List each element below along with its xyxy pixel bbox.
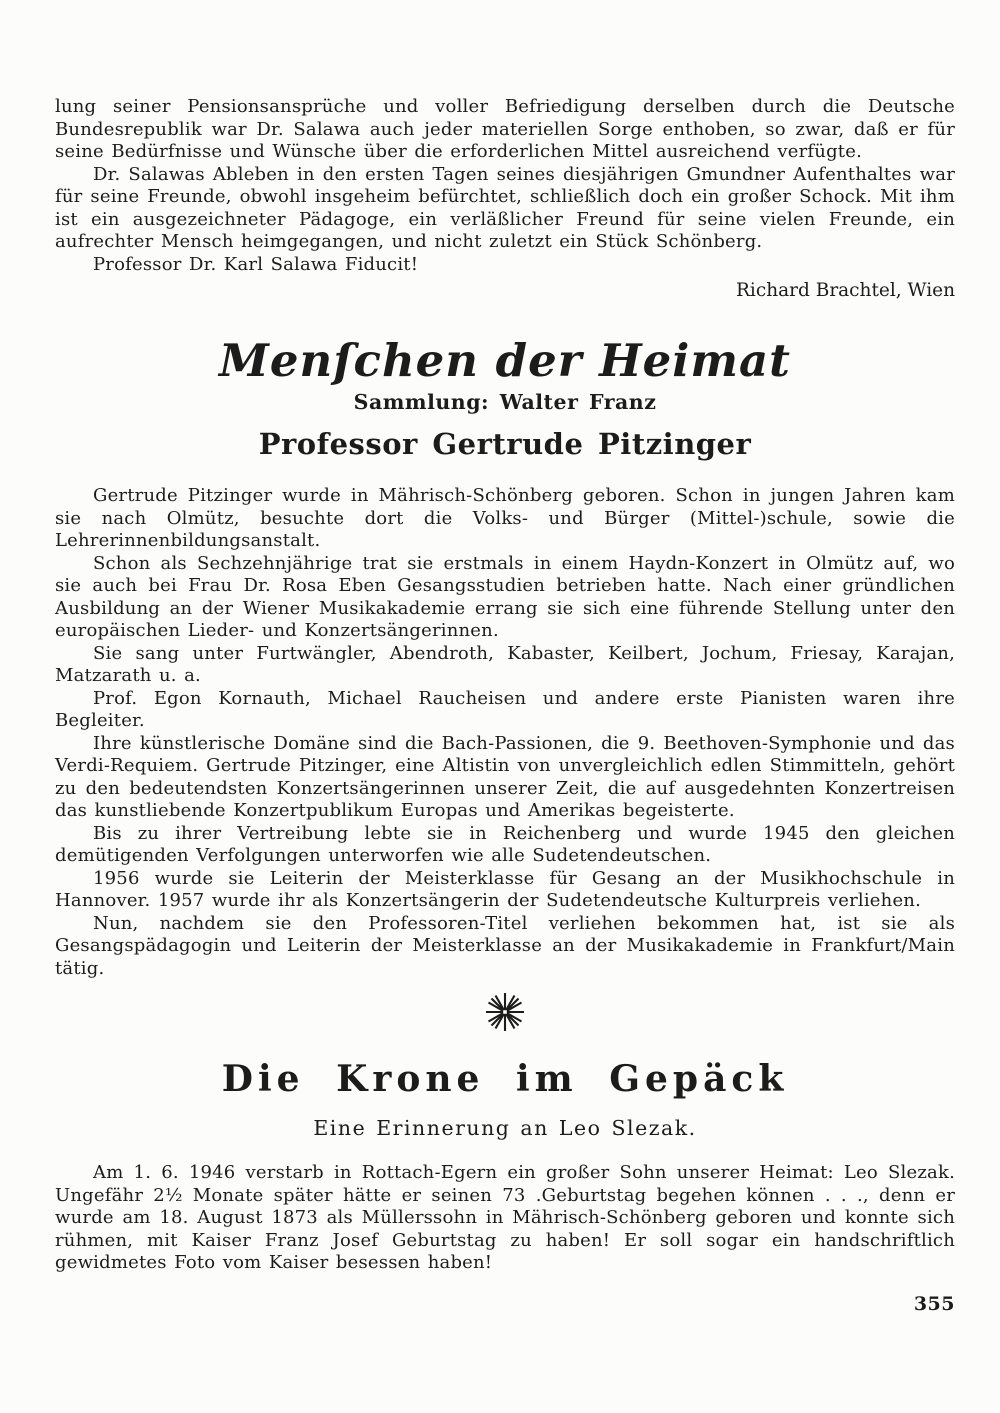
paragraph: 1956 wurde sie Leiterin der Meisterklasse für Gesang an der Musikhochschule in Hannover. 1957 wurde ihr als Konzertsängerin der Sudetendeutsche Kulturpreis verliehen. [55, 867, 955, 911]
section-divider [55, 989, 955, 1035]
paragraph: Dr. Salawas Ableben in den ersten Tagen seines diesjährigen Gmundner Aufenthaltes war für seine Freunde, obwohl insgeheim befürchtet, schließlich doch ein großer Schock. Mit ihm ist ein ausgezeichneter Pädagoge, ein verläßlicher Freund für seine vielen Freunde, ein aufrechter Mensch heimgegangen, und nicht zuletzt ein Stück Schönberg. [55, 163, 955, 252]
paragraph: Ihre künstlerische Domäne sind die Bach-Passionen, die 9. Beethoven-Symphonie und das Verdi-Requiem. Gertrude Pitzinger, eine Altistin von unvergleichlich edlen Stimmitteln, gehört zu den bedeutendsten Konzertsängerinnen unserer Zeit, die auf ausgedehnten Konzertreisen das kunstliebende Konzertpublikum Europas und Amerikas begeisterte. [55, 732, 955, 821]
article-subtitle-krone: Eine Erinnerung an Leo Slezak. [313, 1116, 697, 1140]
paragraph: Gertrude Pitzinger wurde in Mährisch-Schönberg geboren. Schon in jungen Jahren kam sie nach Olmütz, besuchte dort die Volks- und Bürger (Mittel-)schule, sowie die Lehrerinnenbildungsanstalt. [55, 485, 955, 551]
paragraph: Professor Dr. Karl Salawa Fiducit! [93, 253, 419, 275]
salawa-obituary-article [55, 96, 955, 302]
author-signature: Richard Brachtel, Wien [736, 280, 955, 301]
text-column [55, 0, 955, 1315]
page-number: 355 [913, 1292, 955, 1315]
paragraph: Prof. Egon Kornauth, Michael Raucheisen und andere erste Pianisten waren ihre Begleiter. [55, 687, 955, 731]
article-title-krone: Die Krone im Gepäck [221, 1058, 789, 1100]
paragraph: Sie sang unter Furtwängler, Abendroth, Kabaster, Keilbert, Jochum, Friesay, Karajan, Matzarath u. a. [55, 642, 955, 686]
section-header-menschen-der-heimat [55, 336, 955, 415]
paragraph: Bis zu ihrer Vertreibung lebte sie in Reichenberg und wurde 1945 den gleichen demütigenden Verfolgungen unterworfen wie alle Sudetendeutschen. [55, 822, 955, 866]
paragraph: Schon als Sechzehnjährige trat sie erstmals in einem Haydn-Konzert in Olmütz auf, wo sie auch bei Frau Dr. Rosa Eben Gesangsstudien betrieben hatte. Nach einer gründlichen Ausbildung an der Wiener Musikakademie errang sie sich eine führende Stellung unter den europäischen Lieder- und Konzertsängerinnen. [55, 552, 955, 641]
paragraph: lung seiner Pensionsansprüche und voller Befriedigung derselben durch die Deutsche Bundesrepublik war Dr. Salawa auch jeder materiellen Sorge enthoben, so zwar, daß er für seine Bedürfnisse und Wünsche über die erforderlichen Mittel ausreichend verfügte. [55, 96, 955, 162]
pitzinger-article [55, 428, 955, 980]
section-title: Menſchen der Heimat [219, 334, 791, 387]
krone-article [55, 1059, 955, 1275]
spacer [55, 461, 955, 485]
paragraph: Nun, nachdem sie den Professoren-Titel verliehen bekommen hat, ist sie als Gesangspädagogin und Leiterin der Meisterklasse an der Musikakademie in Frankfurt/Main tätig. [55, 912, 955, 979]
twelve-ray-star-icon [482, 1020, 528, 1039]
paragraph: Am 1. 6. 1946 verstarb in Rottach-Egern ein großer Sohn unserer Heimat: Leo Slezak. Ungefähr 2½ Monate später hätte er seinen 73 .Geburtstag begehen können . . ., denn er wurde am 18. August 1873 als Müllerssohn in Mährisch-Schönberg geboren und konnte sich rühmen, mit Kaiser Franz Josef Geburtstag zu haben! Er soll sogar ein handschriftlich gewidmetes Foto vom Kaiser besessen haben! [55, 1162, 955, 1273]
article-title-pitzinger: Professor Gertrude Pitzinger [258, 427, 752, 461]
collection-credit: Sammlung: Walter Franz [353, 390, 657, 414]
